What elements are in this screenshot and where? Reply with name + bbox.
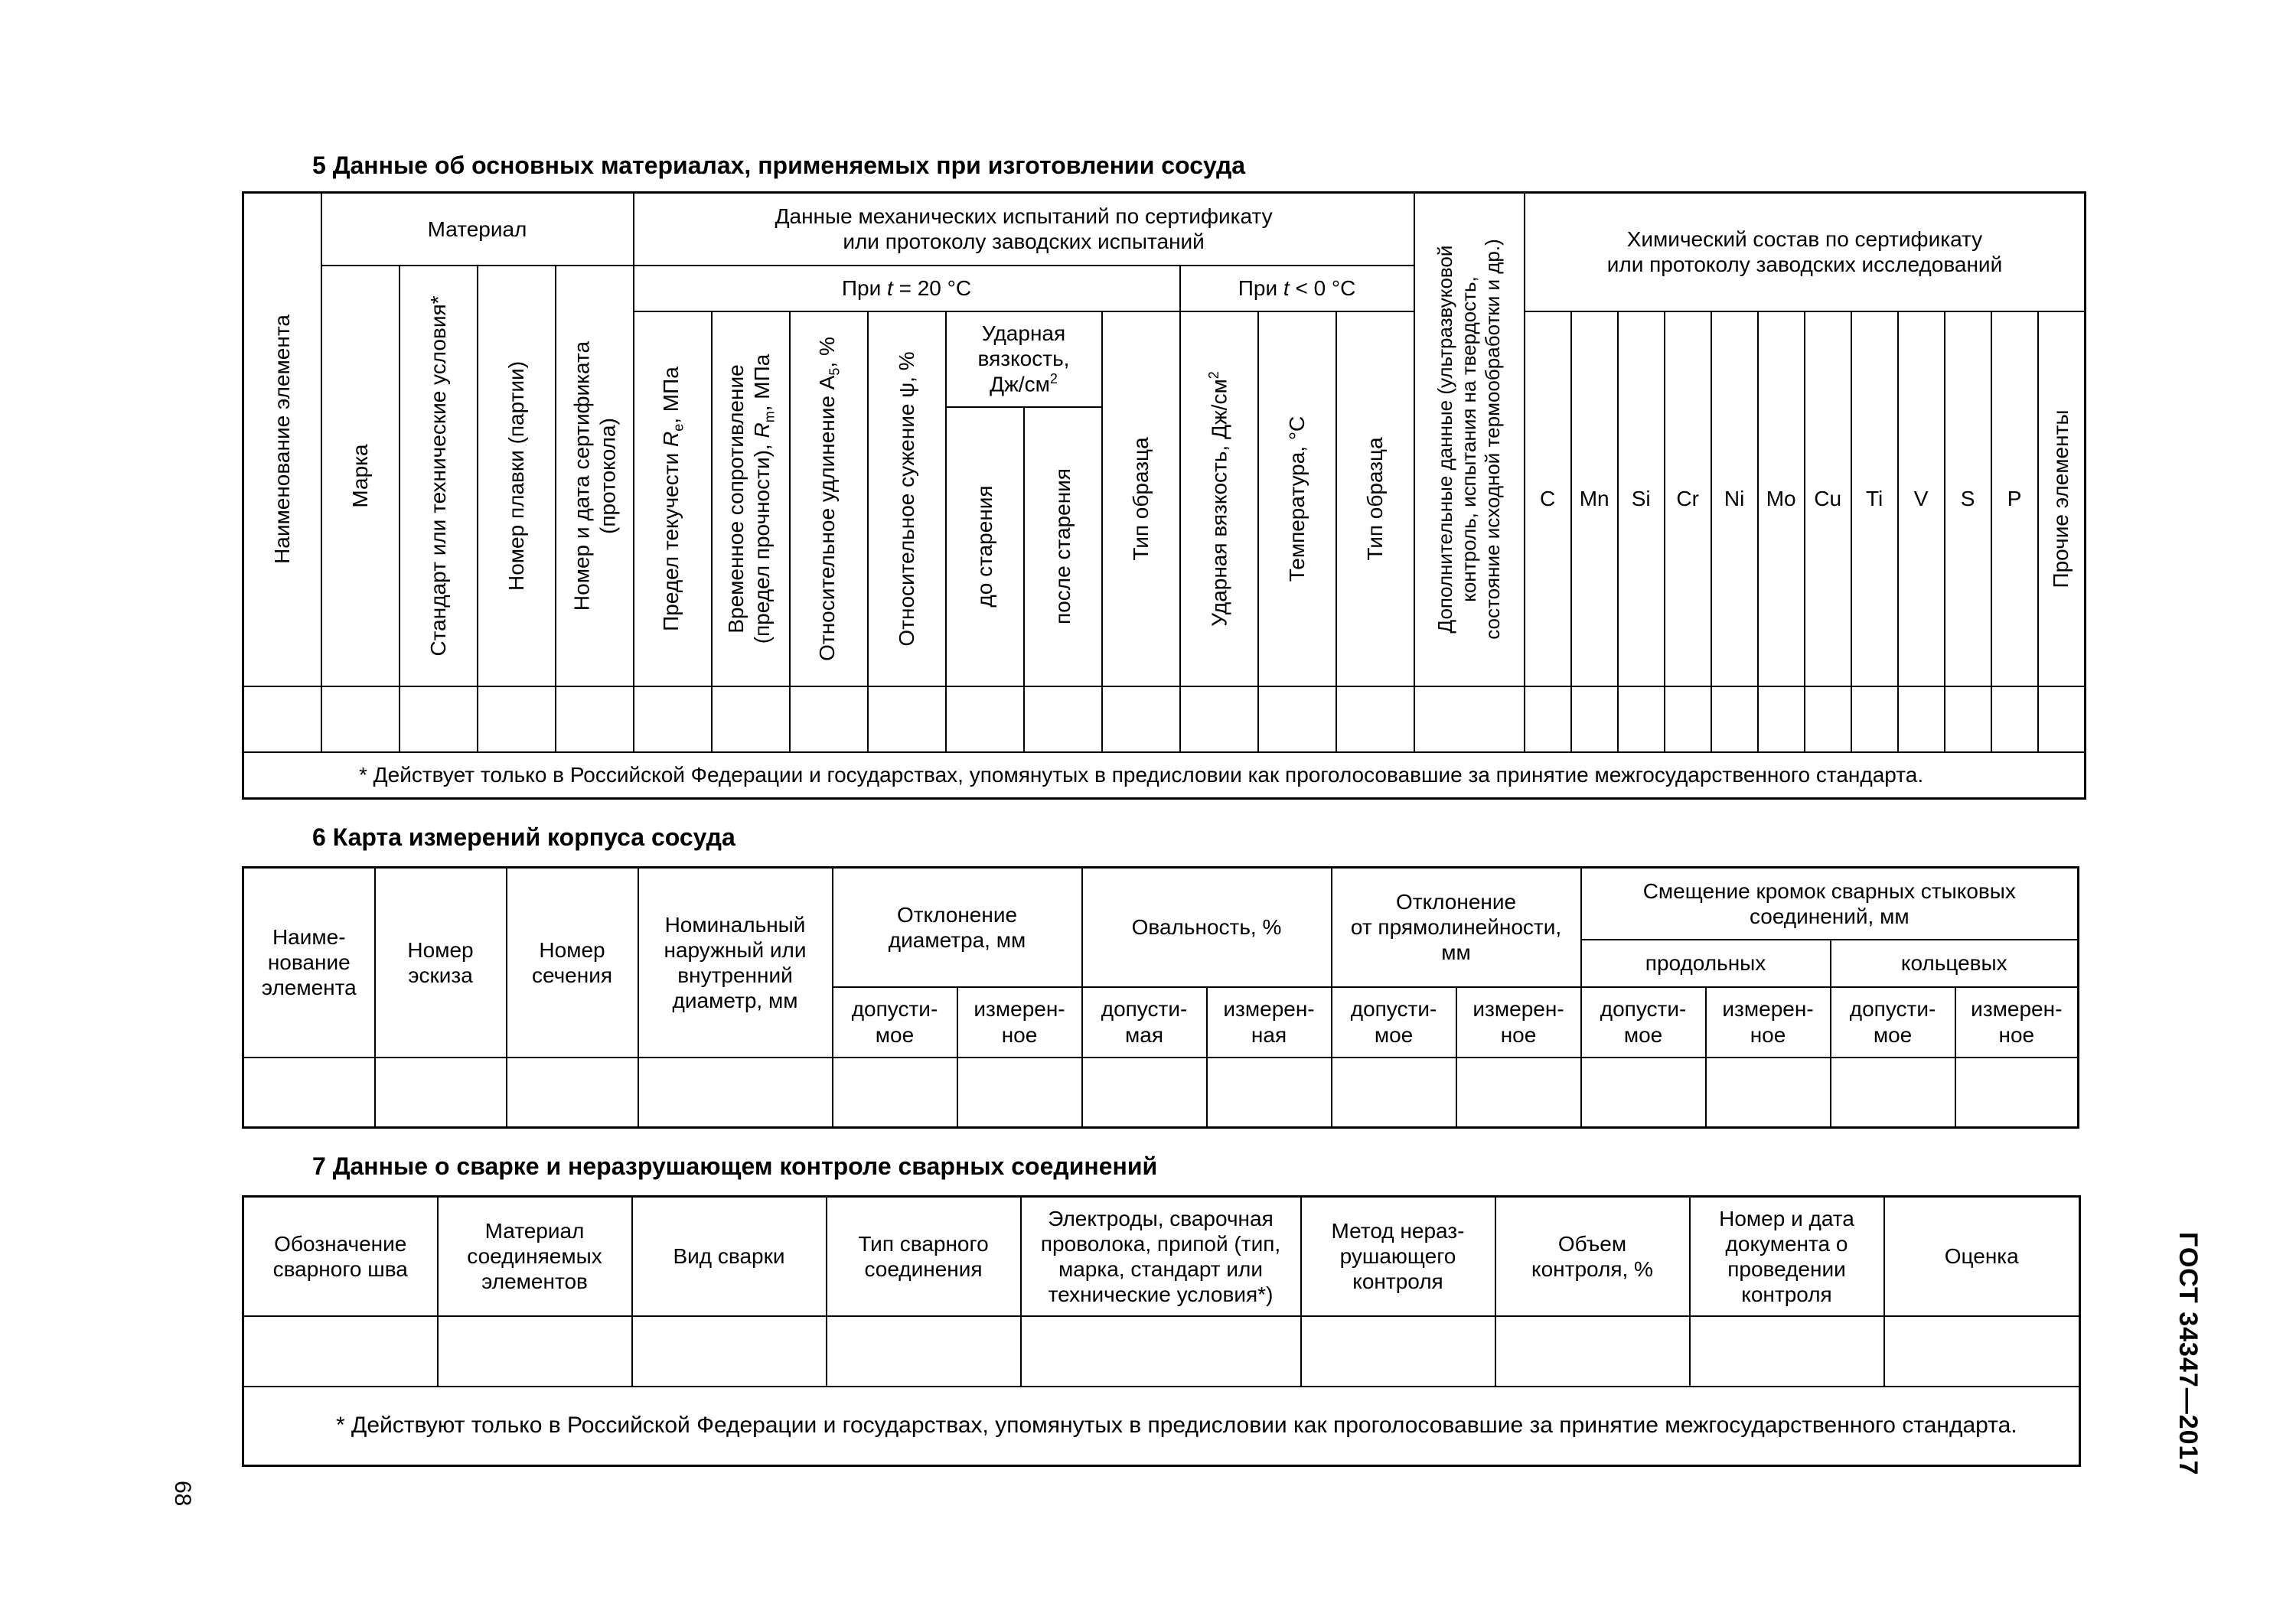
group-straightness: Отклонение от прямолинейности, мм: [1332, 868, 1581, 987]
col-temperature: Температура, °С: [1258, 311, 1336, 686]
col-measured: измерен- ное: [1706, 987, 1831, 1058]
element-cr: Cr: [1665, 311, 1711, 686]
col-allowed: допусти- мое: [1581, 987, 1706, 1058]
col-joined-material: Материал соединяемых элементов: [438, 1197, 632, 1316]
table-row: [243, 1316, 2080, 1387]
col-grade: Марка: [321, 266, 400, 686]
col-before-aging: до старения: [946, 407, 1024, 686]
col-specimen-type: Тип образца: [1102, 311, 1180, 686]
measurement-table: [242, 866, 2079, 1129]
col-joint-type: Тип сварного соединения: [827, 1197, 1021, 1316]
group-impact-strength: Ударная вязкость, $Дж/см^2$: [946, 311, 1102, 407]
welding-table: [242, 1195, 2081, 1467]
col-measured: измерен- ное: [1456, 987, 1581, 1058]
table-row: [243, 686, 2086, 752]
group-material: Материал: [321, 193, 634, 266]
col-additional-data: Дополнительные данные (ультразвуковой контроль, испытания на твердость, состояние исходной термообработки и др.): [1414, 193, 1525, 686]
col-sketch-number: Номер эскиза: [375, 868, 507, 1058]
section5-footnote: * Действует только в Российской Федерации и государствах, упомянутых в предисловии как проголосовавшие за принятие межгосударственного стандарта.: [243, 752, 2086, 799]
group-chemical-composition: Химический состав по сертификату или протоколу заводских исследований: [1525, 193, 2086, 311]
col-measured: измерен- ное: [1955, 987, 2079, 1058]
col-nominal-diameter: Номинальный наружный или внутренний диаметр, мм: [638, 868, 833, 1058]
table-row: [243, 1058, 2079, 1128]
col-reduction: Относительное сужение ψ, %: [868, 311, 946, 686]
page-number: 68: [170, 1481, 195, 1507]
element-c: C: [1525, 311, 1571, 686]
col-element: Наиме- нование элемента: [243, 868, 375, 1058]
col-heat-number: Номер плавки (партии): [478, 266, 556, 686]
element-ti: Ti: [1851, 311, 1898, 686]
col-weld-designation: Обозначение сварного шва: [243, 1197, 438, 1316]
col-other-elements: Прочие элементы: [2038, 311, 2086, 686]
col-certificate: Номер и дата сертификата (протокола): [556, 266, 634, 686]
element-s: S: [1945, 311, 1991, 686]
group-diameter-deviation: Отклонение диаметра, мм: [833, 868, 1082, 987]
col-allowed: допусти- мая: [1082, 987, 1207, 1058]
element-mo: Mo: [1758, 311, 1805, 686]
section5-title: 5 Данные об основных материалах, применяемых при изготовлении сосуда: [312, 152, 1246, 179]
col-allowed: допусти- мое: [1332, 987, 1456, 1058]
group-edge-offset: Смещение кромок сварных стыковых соединений, мм: [1581, 868, 2079, 940]
element-si: Si: [1618, 311, 1665, 686]
group-mechanical-tests: Данные механических испытаний по сертификату или протоколу заводских испытаний: [634, 193, 1414, 266]
materials-table: [242, 191, 2086, 800]
col-standard: Стандарт или технические условия*: [400, 266, 478, 686]
element-v: V: [1898, 311, 1945, 686]
col-measured: измерен- ное: [957, 987, 1082, 1058]
col-yield-strength: Предел текучести $R_e$, МПа: [634, 311, 712, 686]
col-document-number: Номер и дата документа о проведении контроля: [1690, 1197, 1884, 1316]
col-ndt-method: Метод нераз- рушающего контроля: [1301, 1197, 1495, 1316]
subgroup-t0: При t < 0 °С: [1180, 266, 1414, 311]
col-electrodes: Электроды, сварочная проволока, припой (тип, марка, стандарт или технические условия*): [1021, 1197, 1301, 1316]
col-measured: измерен- ная: [1207, 987, 1332, 1058]
section7-title: 7 Данные о сварке и неразрушающем контроле сварных соединений: [312, 1152, 1158, 1180]
col-section-number: Номер сечения: [507, 868, 638, 1058]
section6-title: 6 Карта измерений корпуса сосуда: [312, 823, 735, 851]
col-after-aging: после старения: [1024, 407, 1102, 686]
col-allowed: допусти- мое: [1831, 987, 1955, 1058]
group-ovality: Овальность, %: [1082, 868, 1332, 987]
col-tensile-strength: Временное сопротивление (предел прочности), $R_m$, МПа: [712, 311, 790, 686]
section7-footnote: * Действуют только в Российской Федерации и государствах, упомянутых в предисловии как проголосовавшие за принятие межгосударственного стандарта.: [243, 1387, 2080, 1466]
element-ni: Ni: [1711, 311, 1758, 686]
col-assessment: Оценка: [1884, 1197, 2080, 1316]
subgroup-circular: кольцевых: [1831, 940, 2079, 987]
col-element-name: Наименование элемента: [243, 193, 321, 686]
col-allowed: допусти- мое: [833, 987, 957, 1058]
subgroup-t20: При t = 20 °С: [634, 266, 1180, 311]
element-mn: Mn: [1571, 311, 1618, 686]
col-specimen-type-2: Тип образца: [1336, 311, 1414, 686]
subgroup-longitudinal: продольных: [1581, 940, 1831, 987]
col-elongation: Относительное удлинение $A_5$, %: [790, 311, 868, 686]
col-control-volume: Объем контроля, %: [1495, 1197, 1690, 1316]
col-impact-cold: Ударная вязкость, $Дж/см^2$: [1180, 311, 1258, 686]
element-p: P: [1991, 311, 2038, 686]
col-welding-type: Вид сварки: [632, 1197, 827, 1316]
standard-label: ГОСТ 34347—2017: [2174, 1232, 2203, 1476]
element-cu: Cu: [1805, 311, 1851, 686]
